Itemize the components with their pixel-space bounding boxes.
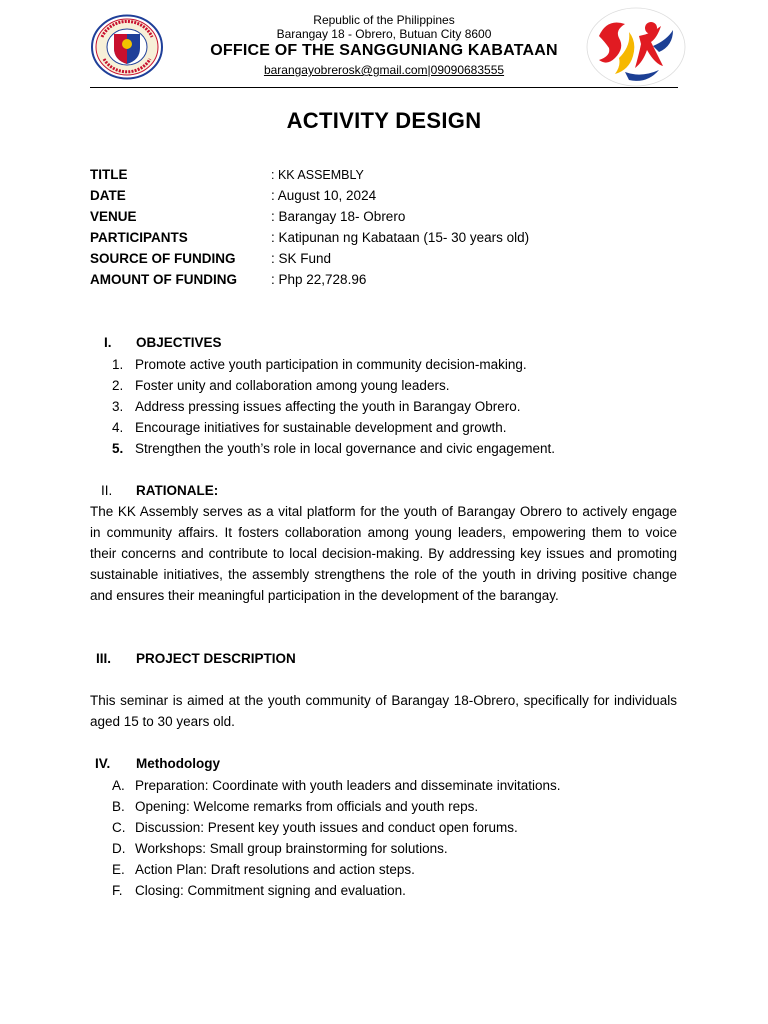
list-item-text: Workshops: Small group brainstorming for solutions. xyxy=(135,841,448,856)
list-item-text: Action Plan: Draft resolutions and action steps. xyxy=(135,862,415,877)
info-row-participants xyxy=(90,229,690,250)
section-number-rationale: II. xyxy=(101,483,113,498)
list-item-number: 1. xyxy=(112,357,124,372)
list-item xyxy=(90,377,690,398)
office-name: OFFICE OF THE SANGGUNIANG KABATAAN xyxy=(210,42,558,59)
list-item-number: 3. xyxy=(112,399,124,414)
address-line: Barangay 18 - Obrero, Butuan City 8600 xyxy=(276,27,492,41)
objectives-list xyxy=(90,356,690,461)
list-item-text: Address pressing issues affecting the youth in Barangay Obrero. xyxy=(135,399,521,414)
list-item-letter: C. xyxy=(112,820,126,835)
section-heading-objectives: OBJECTIVES xyxy=(136,335,222,350)
info-value: : August 10, 2024 xyxy=(271,188,377,203)
info-label: TITLE xyxy=(90,167,128,182)
contact-line xyxy=(0,63,768,77)
list-item-text: Promote active youth participation in community decision-making. xyxy=(135,357,527,372)
list-item xyxy=(90,819,690,840)
list-item xyxy=(90,440,690,461)
list-item xyxy=(90,419,690,440)
list-item xyxy=(90,798,690,819)
list-item-text: Encourage initiatives for sustainable development and growth. xyxy=(135,420,507,435)
republic-line: Republic of the Philippines xyxy=(313,13,455,27)
activity-info-table xyxy=(90,166,690,292)
info-value: : Php 22,728.96 xyxy=(271,272,367,287)
list-item-letter: A. xyxy=(112,778,125,793)
info-value: : Barangay 18- Obrero xyxy=(271,209,406,224)
list-item-letter: D. xyxy=(112,841,126,856)
list-item xyxy=(90,882,690,903)
list-item-text: Discussion: Present key youth issues and conduct open forums. xyxy=(135,820,518,835)
info-value: : Katipunan ng Kabataan (15- 30 years old) xyxy=(271,230,530,245)
info-row-amount-of-funding xyxy=(90,271,690,292)
list-item xyxy=(90,861,690,882)
info-label: SOURCE OF FUNDING xyxy=(90,251,236,266)
info-row-date xyxy=(90,187,690,208)
list-item-number: 5. xyxy=(112,441,124,456)
section-number-objectives: I. xyxy=(104,335,112,350)
list-item-text: Closing: Commitment signing and evaluation. xyxy=(135,883,406,898)
section-heading-methodology: Methodology xyxy=(136,756,220,771)
section-heading-rationale: RATIONALE: xyxy=(136,483,219,498)
info-row-venue xyxy=(90,208,690,229)
list-item-number: 2. xyxy=(112,378,124,393)
list-item-text: Opening: Welcome remarks from officials and youth reps. xyxy=(135,799,479,814)
list-item-letter: B. xyxy=(112,799,125,814)
info-label: VENUE xyxy=(90,209,137,224)
list-item-text: Preparation: Coordinate with youth leaders and disseminate invitations. xyxy=(135,778,561,793)
list-item-text: Foster unity and collaboration among young leaders. xyxy=(135,378,450,393)
list-item xyxy=(90,356,690,377)
section-number-project-description: III. xyxy=(96,651,112,666)
info-value: : SK Fund xyxy=(271,251,332,266)
list-item-text: Strengthen the youth’s role in local governance and civic engagement. xyxy=(135,441,556,456)
info-value: : KK ASSEMBLY xyxy=(271,168,364,182)
section-heading-project-description: PROJECT DESCRIPTION xyxy=(136,651,296,666)
section-number-methodology: IV. xyxy=(95,756,111,771)
rationale-paragraph: The KK Assembly serves as a vital platform for the youth of Barangay Obrero to actively engage in community affairs. It fosters collaboration among young leaders, empowering them to voice their concerns and contribute to local decision-making. By addressing key issues and promoting sustainable initiatives, the assembly strengthens the role of the youth in driving positive change and ensures their meaningful participation in the development of the barangay. xyxy=(90,504,677,603)
contact-link[interactable]: barangayobrerosk@gmail.com|09090683555 xyxy=(263,63,505,77)
methodology-list xyxy=(90,777,690,903)
document-title: ACTIVITY DESIGN xyxy=(286,108,482,133)
list-item xyxy=(90,840,690,861)
info-row-title xyxy=(90,166,690,187)
list-item xyxy=(90,777,690,798)
header-divider xyxy=(90,87,678,88)
list-item-number: 4. xyxy=(112,420,124,435)
list-item xyxy=(90,398,690,419)
info-label: DATE xyxy=(90,188,126,203)
list-item-letter: F. xyxy=(112,883,123,898)
info-label: AMOUNT OF FUNDING xyxy=(90,272,237,287)
project-description-paragraph: This seminar is aimed at the youth community of Barangay 18-Obrero, specifically for individuals aged 15 to 30 years old. xyxy=(90,693,677,729)
list-item-letter: E. xyxy=(112,862,125,877)
info-row-source-of-funding xyxy=(90,250,690,271)
info-label: PARTICIPANTS xyxy=(90,230,188,245)
